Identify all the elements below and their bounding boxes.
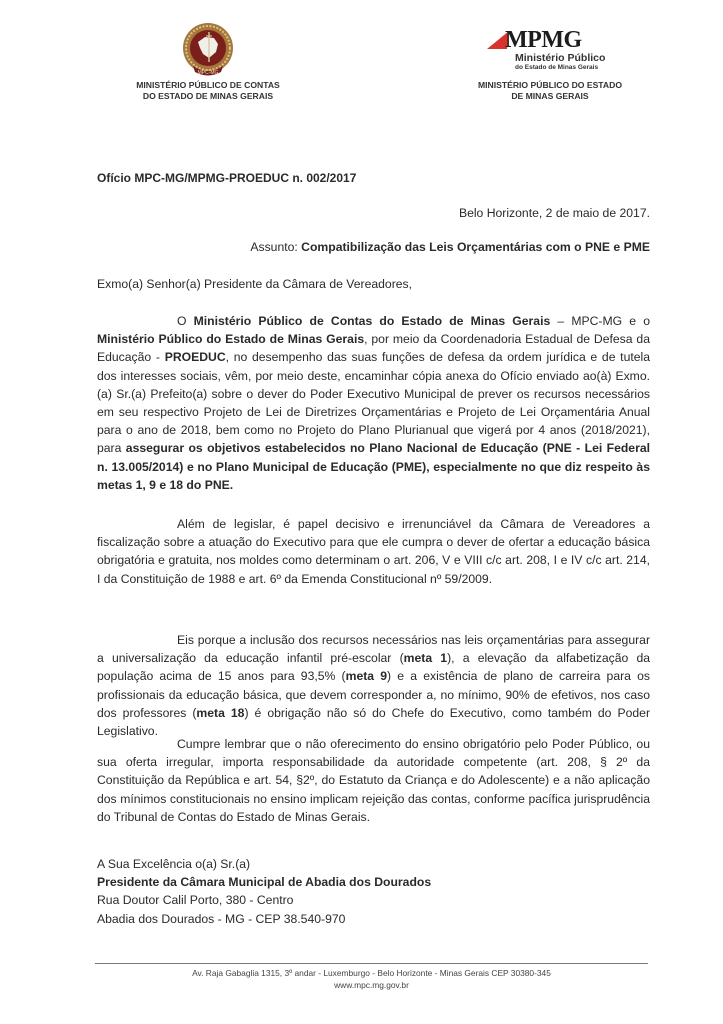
seal-label: MPC-MG: [197, 70, 219, 76]
p3-text-3: ) e a existência de plano de carreira para os profissionais da educação básica, que devem corresponder a, no mínimo, 90% de efetivos, nos caso dos professores (: [97, 669, 651, 720]
left-organization-name: [95, 80, 321, 102]
seal-icon: [181, 22, 235, 80]
left-org-line1: MINISTÉRIO PÚBLICO DE CONTAS: [136, 80, 280, 90]
salutation: Exmo(a) Senhor(a) Presidente da Câmara de Vereadores,: [97, 277, 413, 291]
p1-text-4: , no desempenho das suas funções de defesa da ordem jurídica e de tutela dos interesses sociais, vêm, por meio deste, encaminhar cópia anexa do Ofício enviado ao(à) Exmo.(a) Sr.(a) Prefeito(a) sobre o dever do Poder Executivo Municipal de prever os recursos necessários em seu respectivo Projeto de Lei de Diretrizes Orçamentárias e Projeto de Lei Orçamentária Anual para o ano de 2018, bem como no Projeto do Plano Plurianual que vigerá por 4 anos (2018/2021), para: [97, 350, 650, 456]
p3-bold-3: meta 18: [196, 705, 245, 720]
p1-text-1: O: [177, 314, 194, 328]
footer-website[interactable]: www.mpc.mg.gov.br: [334, 980, 409, 990]
p1-bold-2: Ministério Público do Estado de Minas Gerais: [97, 332, 365, 347]
paragraph-1: [97, 312, 650, 494]
p1-bold-1: Ministério Público de Contas do Estado de Minas Gerais: [193, 314, 551, 328]
mpmg-logo-text: MPMG: [505, 27, 582, 53]
paragraph-2: [97, 515, 650, 588]
addressee-title: Presidente da Câmara Municipal de Abadia dos Dourados: [97, 875, 432, 890]
p1-text-2: – MPC-MG e o: [550, 314, 650, 328]
p3-text-2: ), a elevação da alfabetização da população acima de 15 anos para 93,5% (: [97, 651, 651, 684]
addressee-city: Abadia dos Dourados - MG - CEP 38.540-970: [97, 911, 346, 926]
p3-bold-2: meta 9: [345, 669, 388, 684]
city-date: Belo Horizonte, 2 de maio de 2017.: [458, 206, 650, 220]
p1-text-3: , por meio da Coordenadoria Estadual de Defesa da Educação -: [97, 332, 650, 365]
subject-text: Compatibilização das Leis Orçamentárias com o PNE e PME: [301, 240, 650, 254]
p3-text-4: ) é obrigação não só do Chefe do Executivo, como também do Poder Legislativo.: [97, 705, 650, 739]
paragraph-3: [97, 631, 650, 740]
p3-bold-1: meta 1: [403, 651, 448, 666]
left-org-line2: DO ESTADO DE MINAS GERAIS: [142, 91, 274, 101]
footer: [95, 967, 648, 991]
right-org-line2: DE MINAS GERAIS: [511, 91, 589, 101]
right-org-line1: MINISTÉRIO PÚBLICO DO ESTADO: [477, 80, 623, 90]
p1-bold-3: PROEDUC: [164, 350, 226, 365]
addressee-line1: A Sua Excelência o(a) Sr.(a): [97, 857, 251, 871]
document-number: Ofício MPC-MG/MPMG-PROEDUC n. 002/2017: [97, 171, 357, 185]
mpmg-logo-subtitle-small: do Estado de Minas Gerais: [515, 64, 599, 71]
mpmg-logo: [487, 27, 612, 75]
p4-text: Cumpre lembrar que o não oferecimento do ensino obrigatório pelo Poder Público, ou sua oferta irregular, importa responsabilidade da autoridade competente (art. 208, § 2º da Constituição da República e art. 54, §2º, do Estatuto da Criança e do Adolescente) e a não aplicação dos mínimos constitucionais no ensino implicam rejeição das contas, conforme pacífica jurisprudência do Tribunal de Contas do Estado de Minas Gerais.: [97, 737, 650, 824]
mpmg-logo-subtitle: Ministério Público: [515, 52, 606, 64]
addressee-block: [97, 855, 431, 928]
addressee-street: Rua Doutor Calil Porto, 380 - Centro: [97, 893, 294, 908]
right-organization-name: [450, 80, 650, 102]
footer-divider: [95, 963, 648, 964]
p2-text: Além de legislar, é papel decisivo e irrenunciável da Câmara de Vereadores a fiscalização sobre a atuação do Executivo para que ele cumpra o dever de ofertar a educação básica obrigatória e gratuita, nos moldes como determinam o art. 206, V e VIII c/c art. 208, I e IV c/c art. 214, I da Constituição de 1988 e art. 6º da Emenda Constitucional nº 59/2009.: [97, 517, 650, 586]
subject-label: Assunto:: [250, 240, 302, 254]
subject-line: [250, 240, 650, 254]
p3-text-1: Eis porque a inclusão dos recursos necessários nas leis orçamentárias para assegurar a universalização da educação infantil pré-escolar (: [97, 633, 650, 666]
footer-address: Av. Raja Gabaglia 1315, 3º andar - Luxemburgo - Belo Horizonte - Minas Gerais CEP 30380-345: [192, 968, 551, 978]
paragraph-4: [97, 735, 650, 826]
mpc-mg-seal-logo: [181, 22, 235, 80]
p1-bold-4: assegurar os objetivos estabelecidos no Plano Nacional de Educação (PNE - Lei Federal n. 13.005/2014) e no Plano Municipal de Educação (PME), especialmente no que diz respeito às metas 1, 9 e 18 do PNE.: [97, 441, 650, 492]
